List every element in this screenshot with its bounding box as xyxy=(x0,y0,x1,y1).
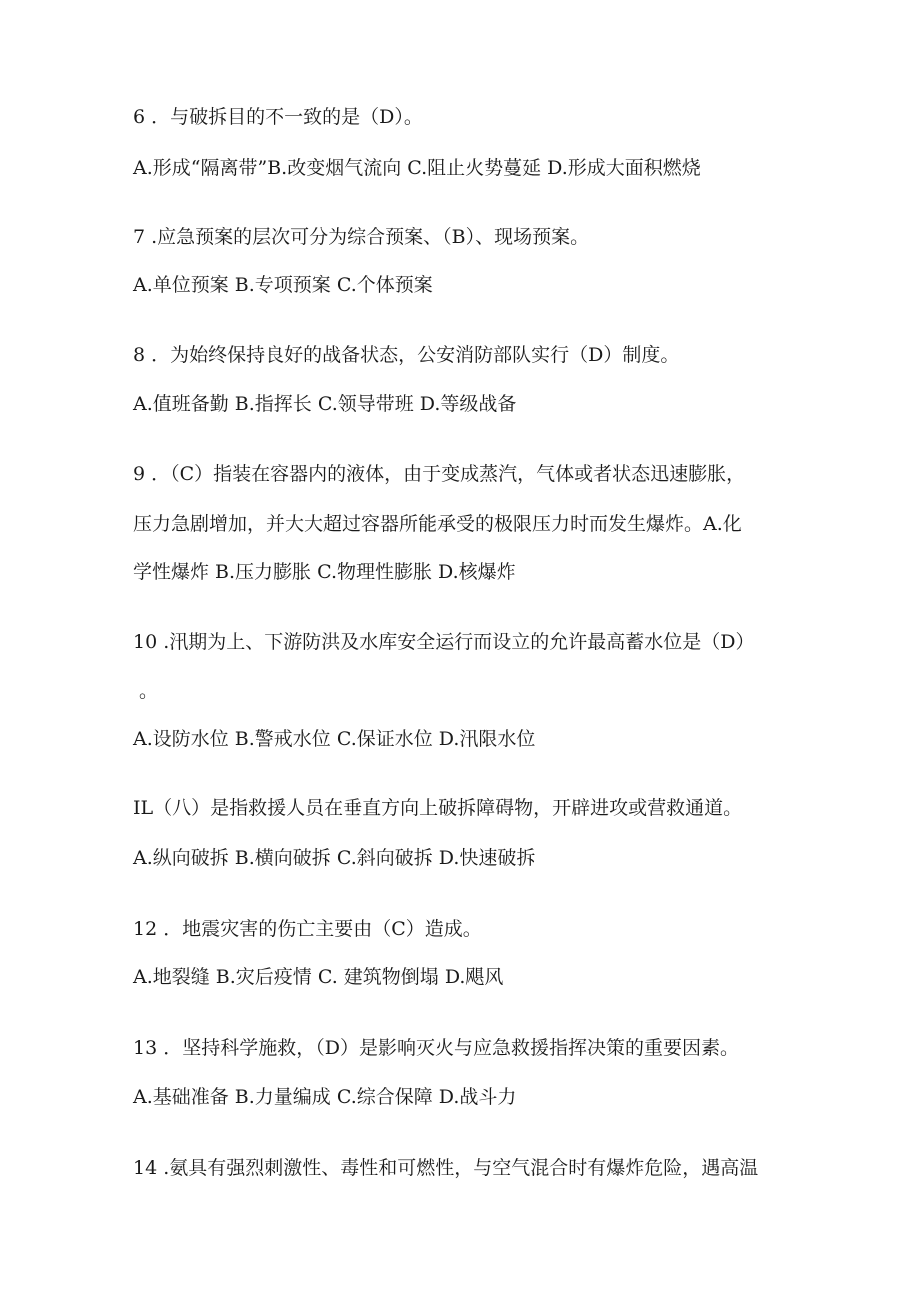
question-14-stem: 14 .氨具有强烈刺激性、毒性和可燃性，与空气混合时有爆炸危险，遇高温 xyxy=(133,1157,759,1179)
question-12-options: A.地裂缝 B.灾后疫情 C. 建筑物倒塌 D.飓风 xyxy=(133,966,504,988)
question-10-options: A.设防水位 B.警戒水位 C.保证水位 D.汛限水位 xyxy=(133,728,536,750)
question-9-stem-line-3: 学性爆炸 B.压力膨胀 C.物理性膨胀 D.核爆炸 xyxy=(133,561,516,583)
question-12-stem: 12 ．地震灾害的伤亡主要由（C）造成。 xyxy=(133,918,482,940)
question-7-stem: 7 .应急预案的层次可分为综合预案、（B）、现场预案。 xyxy=(133,226,590,248)
question-13-options: A.基础准备 B.力量编成 C.综合保障 D.战斗力 xyxy=(133,1086,517,1108)
question-8-stem: 8 ．为始终保持良好的战备状态，公安消防部队实行（D）制度。 xyxy=(133,344,680,366)
question-13-stem: 13 ．坚持科学施救，（D）是影响灭火与应急救援指挥决策的重要因素。 xyxy=(133,1037,739,1059)
question-11-options: A.纵向破拆 B.横向破拆 C.斜向破拆 D.快速破拆 xyxy=(133,847,536,869)
question-10-stem-end: 。 xyxy=(139,680,159,702)
question-11-stem: IL（八）是指救援人员在垂直方向上破拆障碍物，开辟进攻或营救通道。 xyxy=(133,797,743,819)
question-8-options: A.值班备勤 B.指挥长 C.领导带班 D.等级战备 xyxy=(133,393,517,415)
question-7-options: A.单位预案 B.专项预案 C.个体预案 xyxy=(133,274,433,296)
question-10-stem: 10 .汛期为上、下游防洪及水库安全运行而设立的允许最高蓄水位是（D） xyxy=(133,631,755,653)
question-6-stem: 6 ．与破拆目的不一致的是（D）。 xyxy=(133,106,423,128)
question-9-stem-line-1: 9 ．（C）指装在容器内的液体，由于变成蒸汽，气体或者状态迅速膨胀， xyxy=(133,463,746,485)
question-6-options: A.形成“隔离带”B.改变烟气流向 C.阻止火势蔓延 D.形成大面积燃烧 xyxy=(133,157,701,179)
question-9-stem-line-2: 压力急剧增加，并大大超过容器所能承受的极限压力时而发生爆炸。A.化 xyxy=(133,513,742,535)
